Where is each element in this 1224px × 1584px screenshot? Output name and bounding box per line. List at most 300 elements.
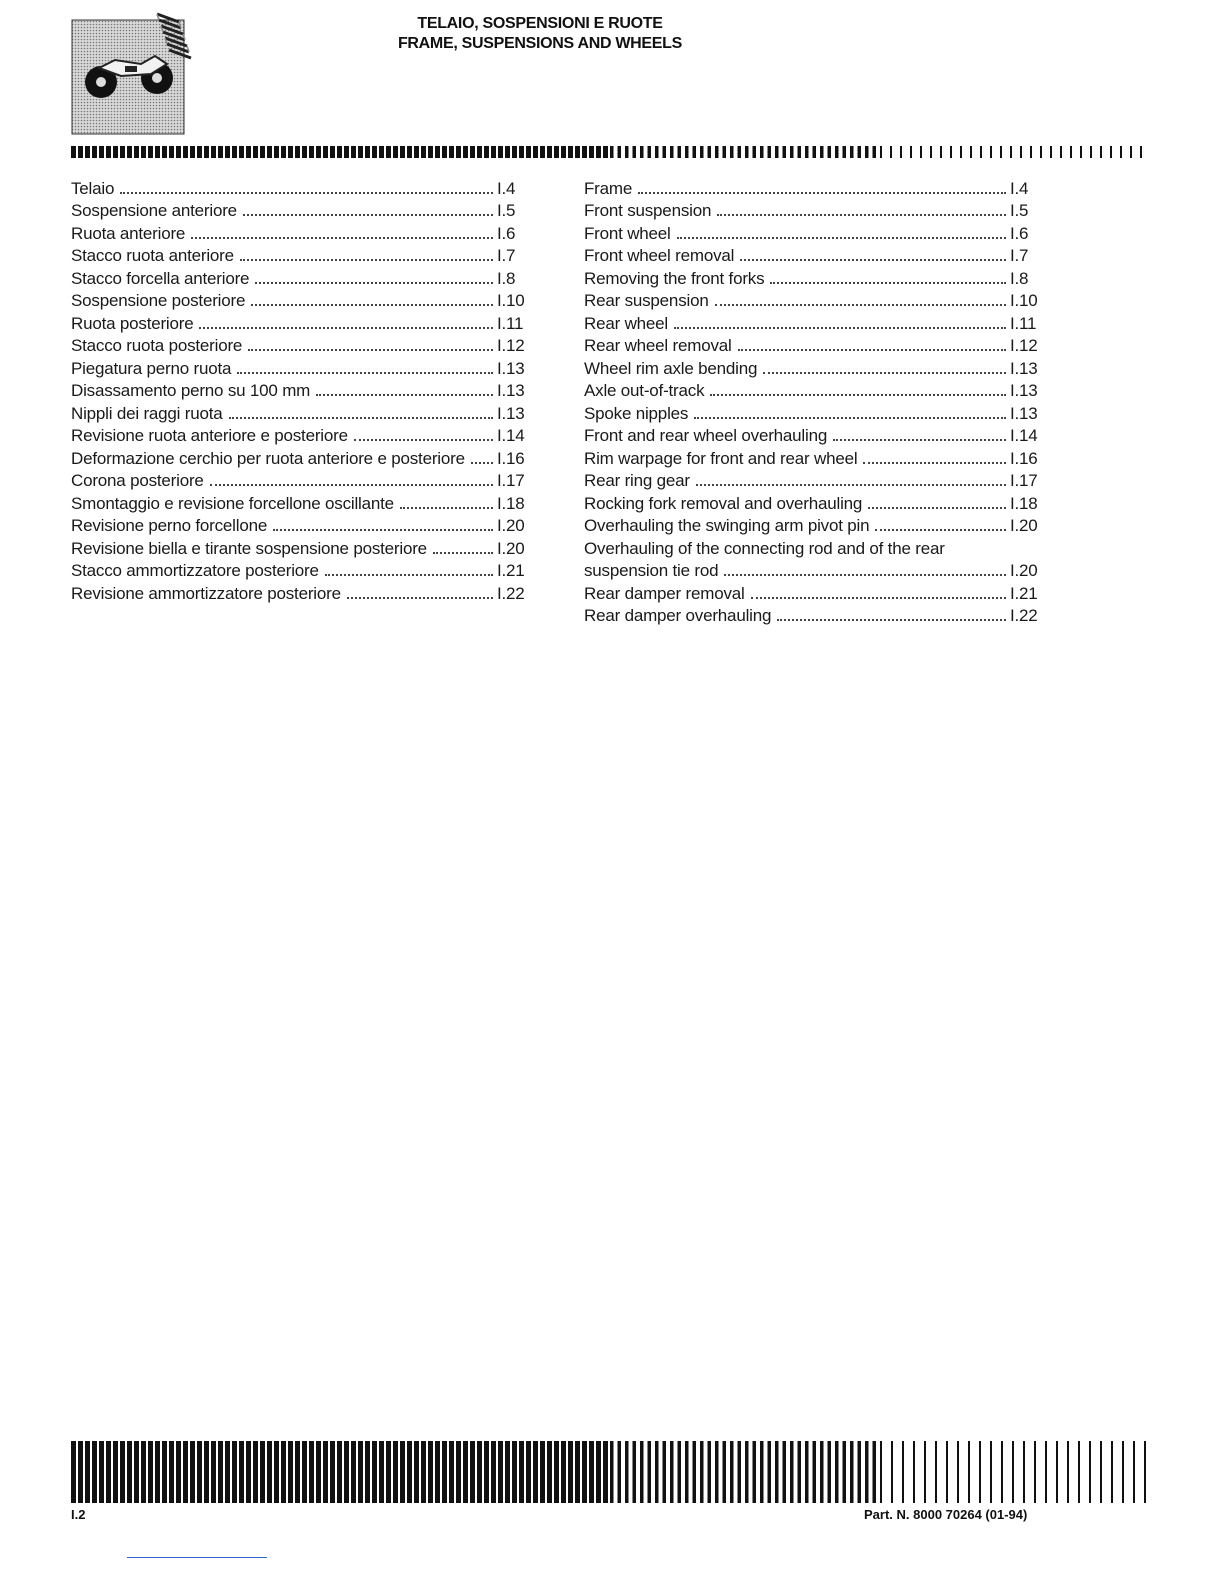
barcode-bar — [1144, 1441, 1146, 1503]
barcode-bar — [1050, 146, 1052, 158]
barcode-bar — [267, 1441, 272, 1503]
barcode-bar — [127, 146, 132, 158]
barcode-bar — [148, 1441, 153, 1503]
toc-entry-label: Rear damper removal — [584, 583, 745, 603]
toc-entry[interactable] — [71, 244, 533, 267]
barcode-bar — [414, 146, 419, 158]
toc-entry[interactable] — [71, 356, 533, 379]
toc-entry-page: I.16 — [497, 448, 525, 468]
barcode-bar — [540, 146, 545, 158]
toc-entry-page: I.20 — [1010, 516, 1038, 535]
barcode-bar — [745, 146, 749, 158]
toc-entry[interactable] — [584, 491, 1046, 514]
toc-entry-label: Sospensione posteriore — [71, 291, 246, 310]
barcode-bar — [204, 1441, 209, 1503]
toc-entry[interactable] — [584, 379, 1046, 402]
toc-entry[interactable] — [71, 424, 533, 447]
toc-entry[interactable] — [71, 266, 533, 289]
barcode-bar — [498, 146, 503, 158]
toc-entry[interactable] — [584, 536, 1046, 559]
barcode-bar — [596, 1441, 601, 1503]
toc-entry-page: I.20 — [497, 538, 525, 558]
barcode-bar — [990, 146, 992, 158]
barcode-bar — [393, 1441, 398, 1503]
toc-entry-page: I.5 — [1010, 201, 1029, 220]
dot-leader — [210, 484, 493, 486]
barcode-bar — [858, 146, 862, 158]
barcode-bar — [930, 146, 932, 158]
barcode-bar — [760, 1441, 764, 1503]
barcode-bar — [880, 146, 882, 158]
barcode-bar — [379, 146, 384, 158]
dot-leader — [770, 282, 1006, 284]
dot-leader — [696, 484, 1006, 486]
barcode-bar — [316, 146, 321, 158]
barcode-bar — [435, 1441, 440, 1503]
barcode-bar — [1070, 146, 1072, 158]
toc-entry[interactable] — [584, 199, 1046, 222]
barcode-bar — [239, 1441, 244, 1503]
barcode-bar — [239, 146, 244, 158]
barcode-bar — [1100, 146, 1102, 158]
barcode-bar — [554, 1441, 559, 1503]
barcode-bar — [790, 146, 794, 158]
barcode-bar — [379, 1441, 384, 1503]
barcode-bar — [723, 1441, 727, 1503]
barcode-bar — [372, 1441, 377, 1503]
toc-entry-page: I.13 — [497, 358, 525, 378]
toc-entry-label: Stacco ammortizzatore posteriore — [71, 561, 319, 580]
toc-entry[interactable] — [71, 379, 533, 402]
toc-entry-page: I.8 — [1010, 268, 1029, 288]
barcode-bar — [491, 1441, 496, 1503]
barcode-bar — [253, 1441, 258, 1503]
barcode-bar — [414, 1441, 419, 1503]
toc-entry-label: Disassamento perno su 100 mm — [71, 381, 311, 400]
barcode-bar — [1023, 1441, 1025, 1503]
toc-entry-label: Rim warpage for front and rear wheel — [584, 448, 858, 468]
barcode-bar — [783, 1441, 787, 1503]
barcode-bar — [456, 146, 461, 158]
barcode-bar — [218, 146, 223, 158]
barcode-bar — [337, 1441, 342, 1503]
barcode-bar — [477, 146, 482, 158]
barcode-bar — [610, 146, 614, 158]
toc-entry[interactable] — [584, 604, 1046, 627]
barcode-bar — [1078, 1441, 1080, 1503]
toc-entry-label: suspension tie rod — [584, 561, 719, 580]
barcode-bar — [155, 146, 160, 158]
barcode-bar — [768, 146, 772, 158]
barcode-bar — [386, 146, 391, 158]
barcode-bar — [71, 146, 76, 158]
toc-entry-page: I.20 — [1010, 561, 1038, 580]
toc-entry-label: Telaio — [71, 178, 115, 198]
barcode-bar — [663, 1441, 667, 1503]
barcode-bar — [880, 1441, 882, 1503]
barcode-bar — [596, 146, 601, 158]
barcode-bar — [575, 146, 580, 158]
barcode-bar — [685, 146, 689, 158]
barcode-bar — [267, 146, 272, 158]
barcode-bar — [1056, 1441, 1058, 1503]
barcode-bar — [648, 1441, 652, 1503]
barcode-bar — [386, 1441, 391, 1503]
dot-leader — [674, 327, 1006, 329]
barcode-bar — [640, 1441, 644, 1503]
barcode-bar — [693, 146, 697, 158]
barcode-bar — [519, 1441, 524, 1503]
barcode-bar — [1080, 146, 1082, 158]
toc-entry-label: Spoke nipples — [584, 403, 689, 423]
barcode-bar — [274, 146, 279, 158]
toc-entry-page: I.18 — [1010, 493, 1038, 513]
toc-entry-page: I.13 — [497, 403, 525, 423]
barcode-bar — [246, 1441, 251, 1503]
barcode-bar — [700, 146, 704, 158]
barcode-bar — [1020, 146, 1022, 158]
barcode-bar — [843, 1441, 847, 1503]
barcode-bar — [183, 146, 188, 158]
toc-entry-page: I.22 — [497, 583, 525, 603]
title-italian: TELAIO, SOSPENSIONI E RUOTE — [417, 15, 663, 32]
barcode-bar — [190, 1441, 195, 1503]
barcode-bar — [176, 1441, 181, 1503]
barcode-bar — [505, 146, 510, 158]
toc-entry-page: I.21 — [1010, 583, 1038, 603]
barcode-bar — [141, 1441, 146, 1503]
barcode-bar — [980, 146, 982, 158]
barcode-bar — [603, 1441, 608, 1503]
barcode-bar — [253, 146, 258, 158]
toc-entry[interactable] — [71, 514, 533, 537]
barcode-bar — [260, 146, 265, 158]
toc-entry[interactable] — [584, 289, 1046, 312]
barcode-bar — [1133, 1441, 1135, 1503]
barcode-bar — [274, 1441, 279, 1503]
barcode-bar — [957, 1441, 959, 1503]
barcode-bar — [99, 1441, 104, 1503]
toc-entry-label: Front wheel removal — [584, 246, 735, 265]
barcode-bar — [407, 1441, 412, 1503]
dot-leader — [237, 372, 493, 374]
barcode-bar — [745, 1441, 749, 1503]
barcode-bar — [865, 146, 869, 158]
barcode-bar — [1034, 1441, 1036, 1503]
toc-entry-page: I.4 — [497, 178, 516, 198]
toc-entry-label: Stacco ruota posteriore — [71, 336, 243, 355]
dot-leader — [191, 237, 493, 239]
toc-entry[interactable] — [71, 559, 533, 582]
barcode-bar — [456, 1441, 461, 1503]
barcode-bar — [463, 1441, 468, 1503]
toc-entry[interactable] — [71, 581, 533, 604]
toc-entry-page: I.6 — [497, 223, 516, 243]
toc-entry-page: I.5 — [497, 201, 516, 220]
barcode-bar — [232, 146, 237, 158]
barcode-bar — [260, 1441, 265, 1503]
barcode-bar — [281, 146, 286, 158]
toc-entry[interactable] — [71, 199, 533, 222]
barcode-bar — [169, 1441, 174, 1503]
barcode-bar — [232, 1441, 237, 1503]
toc-entry[interactable] — [584, 401, 1046, 424]
toc-entry[interactable] — [584, 266, 1046, 289]
barcode-bar — [330, 146, 335, 158]
dot-leader — [833, 439, 1006, 441]
dot-leader — [251, 304, 493, 306]
barcode-bar — [633, 1441, 637, 1503]
title-english: FRAME, SUSPENSIONS AND WHEELS — [397, 35, 683, 52]
toc-entry[interactable] — [71, 334, 533, 357]
barcode-bar — [708, 1441, 712, 1503]
dot-leader — [354, 439, 493, 441]
toc-entry[interactable] — [71, 401, 533, 424]
toc-entry-page: I.16 — [1010, 448, 1038, 468]
barcode-bar — [670, 1441, 674, 1503]
barcode-bar — [990, 1441, 992, 1503]
barcode-bar — [693, 1441, 697, 1503]
barcode-bar — [85, 1441, 90, 1503]
barcode-bar — [850, 146, 854, 158]
barcode-bar — [337, 146, 342, 158]
toc-entry[interactable] — [71, 446, 533, 469]
barcode-bar — [316, 1441, 321, 1503]
barcode-bar — [648, 146, 652, 158]
barcode-bar — [127, 1441, 132, 1503]
toc-entry-page: I.17 — [1010, 471, 1038, 490]
dot-leader — [751, 597, 1006, 599]
barcode-bar — [113, 1441, 118, 1503]
barcode-bar — [526, 1441, 531, 1503]
barcode-bar — [428, 1441, 433, 1503]
toc-entry[interactable] — [71, 221, 533, 244]
toc-entry-page: I.7 — [1010, 246, 1029, 265]
barcode-bar — [835, 146, 839, 158]
toc-english — [584, 176, 1046, 626]
dot-leader — [638, 192, 1006, 194]
barcode-bar — [463, 146, 468, 158]
toc-entry-page: I.7 — [497, 246, 516, 265]
toc-entry[interactable] — [584, 244, 1046, 267]
barcode-bar — [134, 146, 139, 158]
toc-entry-label: Stacco forcella anteriore — [71, 268, 250, 288]
toc-entry-page: I.13 — [1010, 358, 1038, 378]
barcode-bar — [678, 146, 682, 158]
barcode-bar — [582, 1441, 587, 1503]
barcode-bar — [1110, 146, 1112, 158]
toc-entry[interactable] — [584, 446, 1046, 469]
barcode-bar — [190, 146, 195, 158]
toc-entry-label: Overhauling the swinging arm pivot pin — [584, 516, 870, 535]
dot-leader — [868, 507, 1006, 509]
toc-entry[interactable] — [71, 176, 533, 199]
barcode-bar — [92, 1441, 97, 1503]
barcode-bar — [351, 1441, 356, 1503]
barcode-bar — [344, 146, 349, 158]
barcode-bar — [225, 1441, 230, 1503]
barcode-bar — [526, 146, 531, 158]
barcode-bar — [330, 1441, 335, 1503]
barcode-bar — [78, 146, 83, 158]
dot-leader — [433, 552, 493, 554]
barcode-bar — [288, 146, 293, 158]
toc-entry[interactable] — [584, 356, 1046, 379]
barcode-bar — [775, 1441, 779, 1503]
barcode-bar — [910, 146, 912, 158]
dot-leader — [724, 574, 1006, 576]
toc-entry-page: I.6 — [1010, 223, 1029, 243]
barcode-bar — [618, 146, 622, 158]
barcode-bar — [421, 146, 426, 158]
barcode-bar — [470, 1441, 475, 1503]
dot-leader — [316, 394, 493, 396]
barcode-bar — [625, 1441, 629, 1503]
barcode-bar — [835, 1441, 839, 1503]
barcode-bar — [533, 146, 538, 158]
barcode-bar — [1060, 146, 1062, 158]
dot-leader — [255, 282, 493, 284]
toc-entry-label: Front wheel — [584, 223, 671, 243]
toc-entry-page: I.22 — [1010, 606, 1038, 625]
dot-leader — [400, 507, 493, 509]
part-number: Part. N. 8000 70264 (01-94) — [864, 1507, 1028, 1522]
toc-entry-label: Rocking fork removal and overhauling — [584, 493, 863, 513]
toc-entry-page: I.20 — [497, 516, 525, 535]
dot-leader — [710, 394, 1006, 396]
toc-entry-label: Rear wheel removal — [584, 336, 732, 355]
barcode-bar — [603, 146, 608, 158]
barcode-bar — [798, 1441, 802, 1503]
barcode-bar — [655, 1441, 659, 1503]
barcode-bar — [655, 146, 659, 158]
barcode-bar — [920, 146, 922, 158]
barcode-bar — [246, 146, 251, 158]
toc-entry[interactable] — [71, 469, 533, 492]
barcode-bar — [519, 146, 524, 158]
toc-entry[interactable] — [584, 559, 1046, 582]
dot-leader — [325, 574, 493, 576]
toc-entry[interactable] — [584, 469, 1046, 492]
barcode-bar — [890, 146, 892, 158]
barcode-bar — [708, 146, 712, 158]
barcode-bar — [940, 146, 942, 158]
toc-entry[interactable] — [584, 221, 1046, 244]
barcode-bar — [85, 146, 90, 158]
barcode-bar — [302, 1441, 307, 1503]
barcode-bar — [365, 146, 370, 158]
barcode-bar — [1140, 146, 1142, 158]
barcode-bar — [169, 146, 174, 158]
dot-leader — [248, 349, 493, 351]
toc-entry[interactable] — [584, 311, 1046, 334]
toc-entry[interactable] — [584, 424, 1046, 447]
barcode-bar — [873, 146, 877, 158]
barcode-bar — [805, 1441, 809, 1503]
barcode-bar — [491, 146, 496, 158]
toc-entry-label: Ruota anteriore — [71, 223, 186, 243]
barcode-bar — [1090, 146, 1092, 158]
barcode-bar — [183, 1441, 188, 1503]
toc-entry[interactable] — [71, 536, 533, 559]
barcode-bar — [547, 146, 552, 158]
barcode-bar — [141, 146, 146, 158]
toc-entry-label: Frame — [584, 178, 633, 198]
barcode-bar — [358, 146, 363, 158]
barcode-bar — [323, 146, 328, 158]
barcode-bar — [309, 146, 314, 158]
toc-entry-label: Ruota posteriore — [71, 313, 194, 333]
barcode-bar — [1130, 146, 1132, 158]
barcode-bar — [351, 146, 356, 158]
barcode-bar — [1001, 1441, 1003, 1503]
dot-leader — [471, 462, 493, 464]
barcode-bar — [1089, 1441, 1091, 1503]
toc-entry-label: Piegatura perno ruota — [71, 358, 232, 378]
barcode-bar — [663, 146, 667, 158]
toc-entry[interactable] — [71, 491, 533, 514]
toc-entry-page: I.13 — [1010, 403, 1038, 423]
barcode-bar — [113, 146, 118, 158]
barcode-bar — [700, 1441, 704, 1503]
barcode-bar — [533, 1441, 538, 1503]
toc-entry[interactable] — [71, 289, 533, 312]
barcode-bar — [400, 146, 405, 158]
barcode-bar — [568, 1441, 573, 1503]
barcode-bar — [790, 1441, 794, 1503]
toc-entry-page: I.21 — [497, 561, 525, 580]
barcode-bar — [155, 1441, 160, 1503]
barcode-bar — [225, 146, 230, 158]
barcode-bar — [970, 146, 972, 158]
barcode-bar — [92, 146, 97, 158]
toc-entry[interactable] — [584, 514, 1046, 537]
toc-entry[interactable] — [584, 581, 1046, 604]
barcode-bar — [512, 146, 517, 158]
dot-leader — [243, 214, 493, 216]
barcode-bar — [950, 146, 952, 158]
barcode-bar — [358, 1441, 363, 1503]
toc-entry-page: I.18 — [497, 493, 525, 513]
toc-entry-label: Corona posteriore — [71, 471, 204, 490]
toc-entry-label: Nippli dei raggi ruota — [71, 403, 223, 423]
barcode-bar — [633, 146, 637, 158]
barcode-bar — [106, 1441, 111, 1503]
toc-entry[interactable] — [584, 334, 1046, 357]
barcode-bar — [850, 1441, 854, 1503]
toc-entry[interactable] — [584, 176, 1046, 199]
barcode-bar — [1100, 1441, 1102, 1503]
dot-leader — [715, 304, 1006, 306]
barcode-bar — [435, 146, 440, 158]
barcode-bar — [1040, 146, 1042, 158]
barcode-bar — [968, 1441, 970, 1503]
dot-leader — [677, 237, 1006, 239]
barcode-bar — [449, 1441, 454, 1503]
dot-leader — [229, 417, 493, 419]
barcode-bar — [828, 146, 832, 158]
barcode-bar — [730, 1441, 734, 1503]
barcode-bar — [344, 1441, 349, 1503]
barcode-bar — [295, 146, 300, 158]
toc-entry-page: I.14 — [1010, 426, 1038, 445]
toc-entry[interactable] — [71, 311, 533, 334]
barcode-bar — [218, 1441, 223, 1503]
barcode-bar — [547, 1441, 552, 1503]
barcode-bar — [540, 1441, 545, 1503]
dot-leader — [717, 214, 1006, 216]
barcode-bar — [1111, 1441, 1113, 1503]
